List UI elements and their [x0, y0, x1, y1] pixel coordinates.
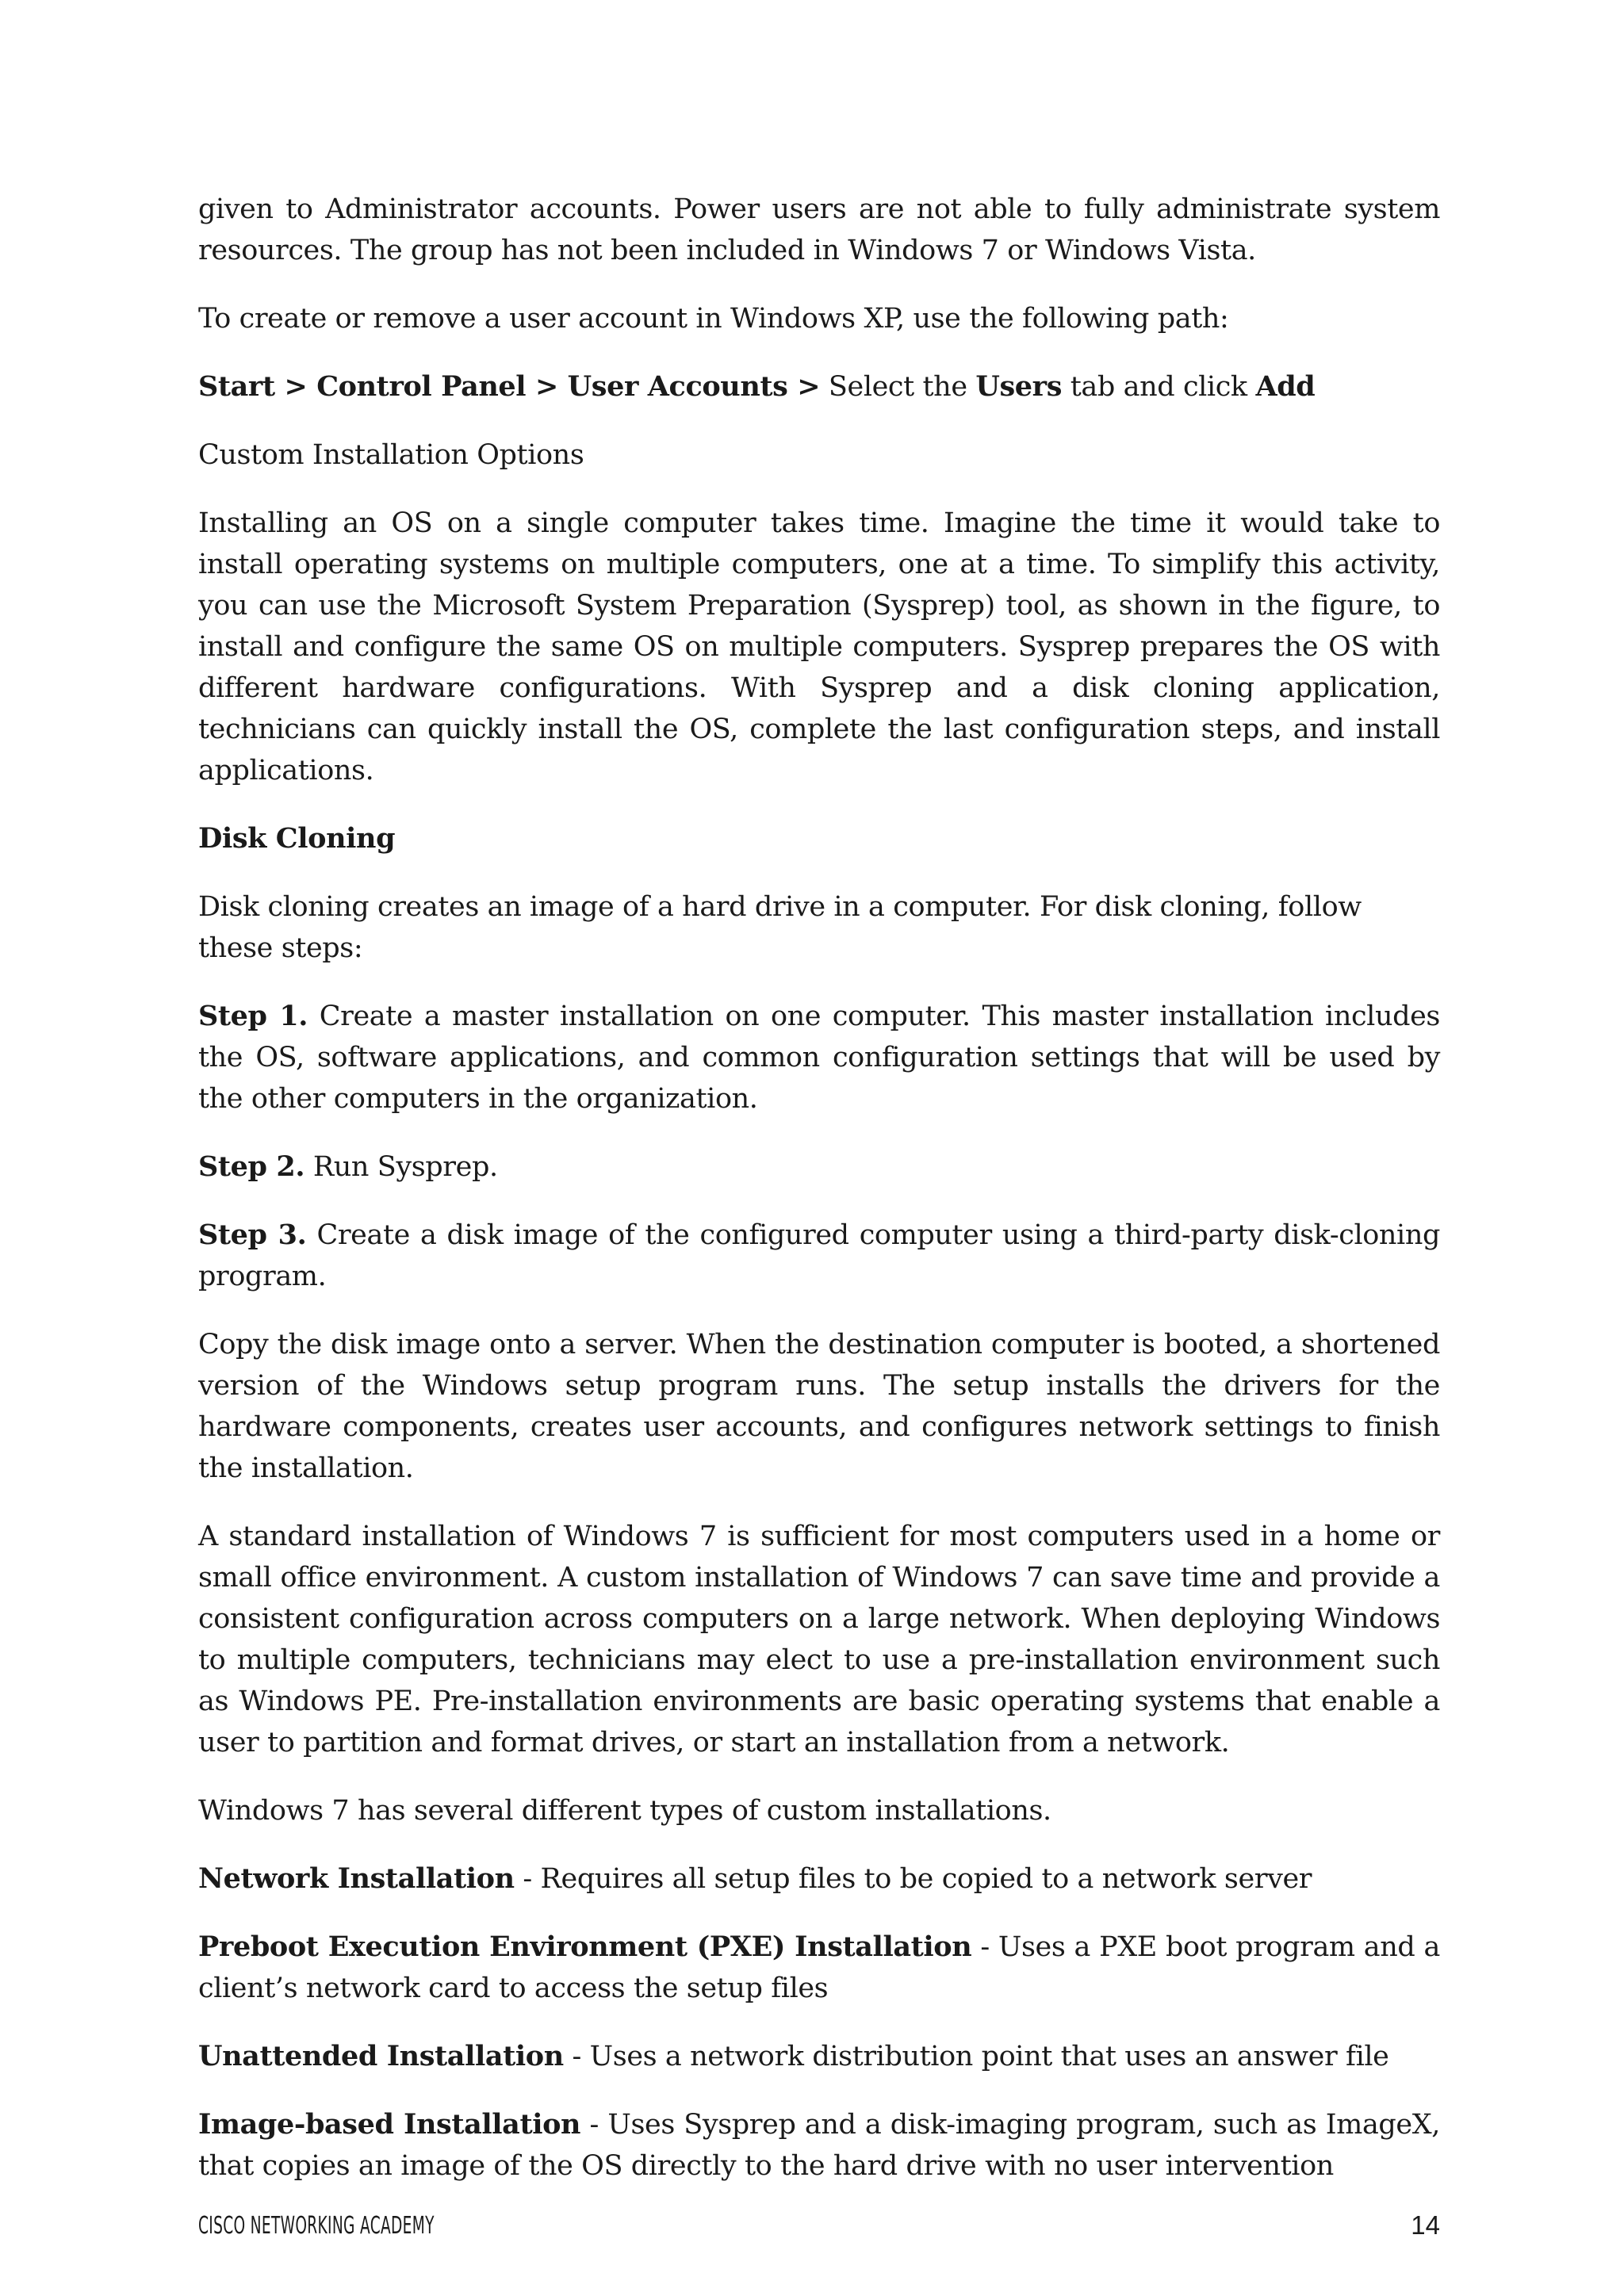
item-network-installation	[198, 1858, 1440, 1900]
unattended-installation-label: Unattended Installation	[198, 2040, 564, 2072]
step-1	[198, 996, 1440, 1119]
item-pxe-installation	[198, 1927, 1440, 2009]
path-add: Add	[1255, 370, 1316, 403]
network-installation-text: - Requires all setup files to be copied to a network server	[514, 1863, 1312, 1895]
step-2-label: Step 2.	[198, 1150, 305, 1183]
pxe-installation-label: Preboot Execution Environment (PXE) Installation	[198, 1931, 972, 1963]
paragraph-custom-types: Windows 7 has several different types of custom installations.	[198, 1795, 1051, 1827]
network-installation-label: Network Installation	[198, 1862, 515, 1895]
path-text-1: Select the	[820, 371, 976, 403]
footer-brand: CISCO NETWORKING ACADEMY	[198, 2212, 435, 2240]
path-text-2: tab and click	[1062, 371, 1256, 403]
image-based-installation-label: Image-based Installation	[198, 2108, 581, 2141]
path-users-tab: Users	[975, 370, 1063, 403]
document-body	[198, 189, 1440, 2214]
step-1-text: Create a master installation on one computer. This master installation includes the OS, software applications, and common configuration settings that will be used by the other computers in the organization.	[198, 1001, 1440, 1115]
paragraph-copy-disk-image: Copy the disk image onto a server. When the destination computer is booted, a shortened version of the Windows setup program runs. The setup installs the drivers for the hardware components, creates user accounts, and configures network settings to finish the installation.	[198, 1329, 1440, 1484]
unattended-installation-text: - Uses a network distribution point that uses an answer file	[563, 2041, 1389, 2072]
image-based-installation-text: - Uses Sysprep and a disk-imaging program, such as ImageX, that copies an image of the OS directly to the hard drive with no user intervention	[198, 2109, 1440, 2182]
step-2	[198, 1146, 1440, 1188]
pxe-installation-text: - Uses a PXE boot program and a client’s network card to access the setup files	[198, 1931, 1440, 2004]
step-1-label: Step 1.	[198, 1000, 308, 1032]
paragraph-standard-installation: A standard installation of Windows 7 is sufficient for most computers used in a home or small office environment. A custom installation of Windows 7 can save time and provide a consistent configuration across computers on a large network. When deploying Windows to multiple computers, technicians may elect to use a pre-installation environment such as Windows PE. Pre-installation environments are basic operating systems that enable a user to partition and format drives, or start an installation from a network.	[198, 1521, 1440, 1758]
step-3	[198, 1215, 1440, 1297]
page-number: 14	[1411, 2210, 1440, 2240]
paragraph-sysprep: Installing an OS on a single computer takes time. Imagine the time it would take to install operating systems on multiple computers, one at a time. To simplify this activity, you can use the Microsoft System Preparation (Sysprep) tool, as shown in the figure, to install and configure the same OS on multiple computers. Sysprep prepares the OS with different hardware configurations. With Sysprep and a disk cloning application, technicians can quickly install the OS, complete the last configuration steps, and install applications.	[198, 507, 1440, 786]
paragraph-disk-cloning-intro: Disk cloning creates an image of a hard drive in a computer. For disk cloning, follow these steps:	[198, 891, 1362, 964]
step-3-label: Step 3.	[198, 1219, 307, 1251]
paragraph-power-users: given to Administrator accounts. Power users are not able to fully administrate system resources. The group has not been included in Windows 7 or Windows Vista.	[198, 193, 1440, 266]
paragraph-user-accounts-path	[198, 366, 1440, 408]
item-image-based-installation	[198, 2104, 1440, 2187]
paragraph-create-user-intro: To create or remove a user account in Windows XP, use the following path:	[198, 303, 1229, 335]
path-start: Start > Control Panel > User Accounts >	[198, 370, 821, 403]
step-2-text: Run Sysprep.	[304, 1151, 498, 1183]
item-unattended-installation	[198, 2036, 1440, 2077]
heading-disk-cloning: Disk Cloning	[198, 822, 396, 855]
heading-custom-installation-options: Custom Installation Options	[198, 439, 584, 471]
step-3-text: Create a disk image of the configured computer using a third-party disk-cloning program.	[198, 1219, 1440, 1292]
